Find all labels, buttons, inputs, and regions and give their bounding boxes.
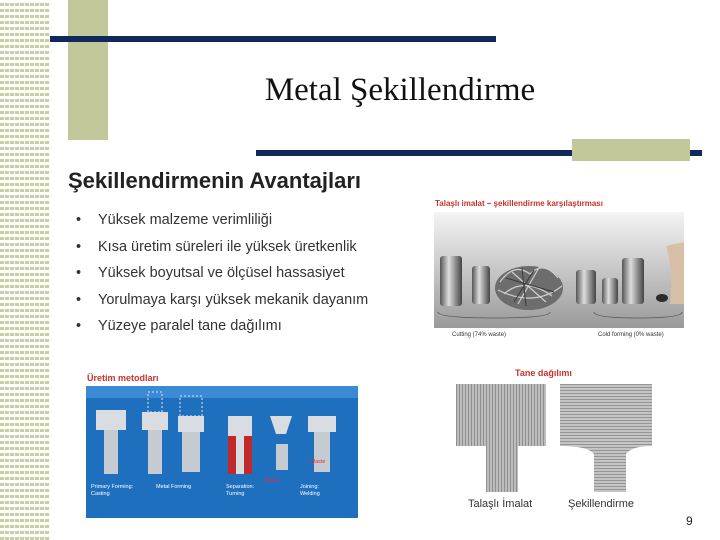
methods-title: Üretim metodları [87, 373, 159, 383]
grain-title: Tane dağılımı [515, 368, 572, 378]
grain-distribution-image [456, 384, 652, 492]
olive-block-right [572, 139, 690, 161]
list-item [76, 207, 368, 234]
bullet-icon: • [76, 318, 82, 334]
grain-label-forming: Şekillendirme [568, 498, 635, 510]
list-item-text: Kısa üretim süreleri ile yüksek üretkenlik [98, 238, 357, 255]
list-item [76, 313, 368, 340]
section-heading: Şekillendirmenin Avantajları [68, 168, 362, 193]
olive-block-top [68, 0, 108, 140]
production-methods-diagram [86, 386, 358, 518]
list-item-text: Yüksek malzeme verimliliği [98, 212, 273, 228]
bullet-icon: • [76, 238, 82, 255]
list-item-text: Yorulmaya karşı yüksek mekanik dayanım [98, 291, 369, 308]
method-label-turning: Separation: Turning [226, 484, 255, 497]
comparison-caption: Talaşlı imalat – şekillendirme karşılaştırması [435, 199, 603, 208]
waste-label-bottom: Waste [264, 478, 280, 484]
bullet-icon: • [76, 212, 82, 228]
bullet-icon: • [76, 291, 82, 308]
list-item-text: Yüzeye paralel tane dağılımı [98, 318, 282, 334]
slide-title: Metal Şekillendirme [264, 72, 536, 108]
navy-line-top [50, 36, 496, 42]
page-number: 9 [686, 514, 693, 528]
decorative-stripe [0, 0, 50, 540]
comparison-photo [434, 212, 684, 328]
list-item [76, 234, 368, 261]
bullet-icon: • [76, 265, 82, 281]
list-item [76, 287, 368, 314]
cutting-label: Cutting (74% waste) [452, 332, 507, 338]
method-label-welding: Joining: Welding [300, 484, 320, 497]
list-item-text: Yüksek boyutsal ve ölçüsel hassasiyet [98, 265, 345, 281]
advantages-list [76, 207, 368, 340]
grain-label-machining: Talaşlı İmalat [468, 498, 533, 510]
method-label-forming: Metal Forming [156, 484, 192, 490]
method-label-casting: Primary Forming: Casting [91, 484, 134, 497]
list-item [76, 260, 368, 287]
waste-label-top: Waste [310, 459, 326, 465]
cold-forming-label: Cold forming (0% waste) [598, 332, 664, 338]
